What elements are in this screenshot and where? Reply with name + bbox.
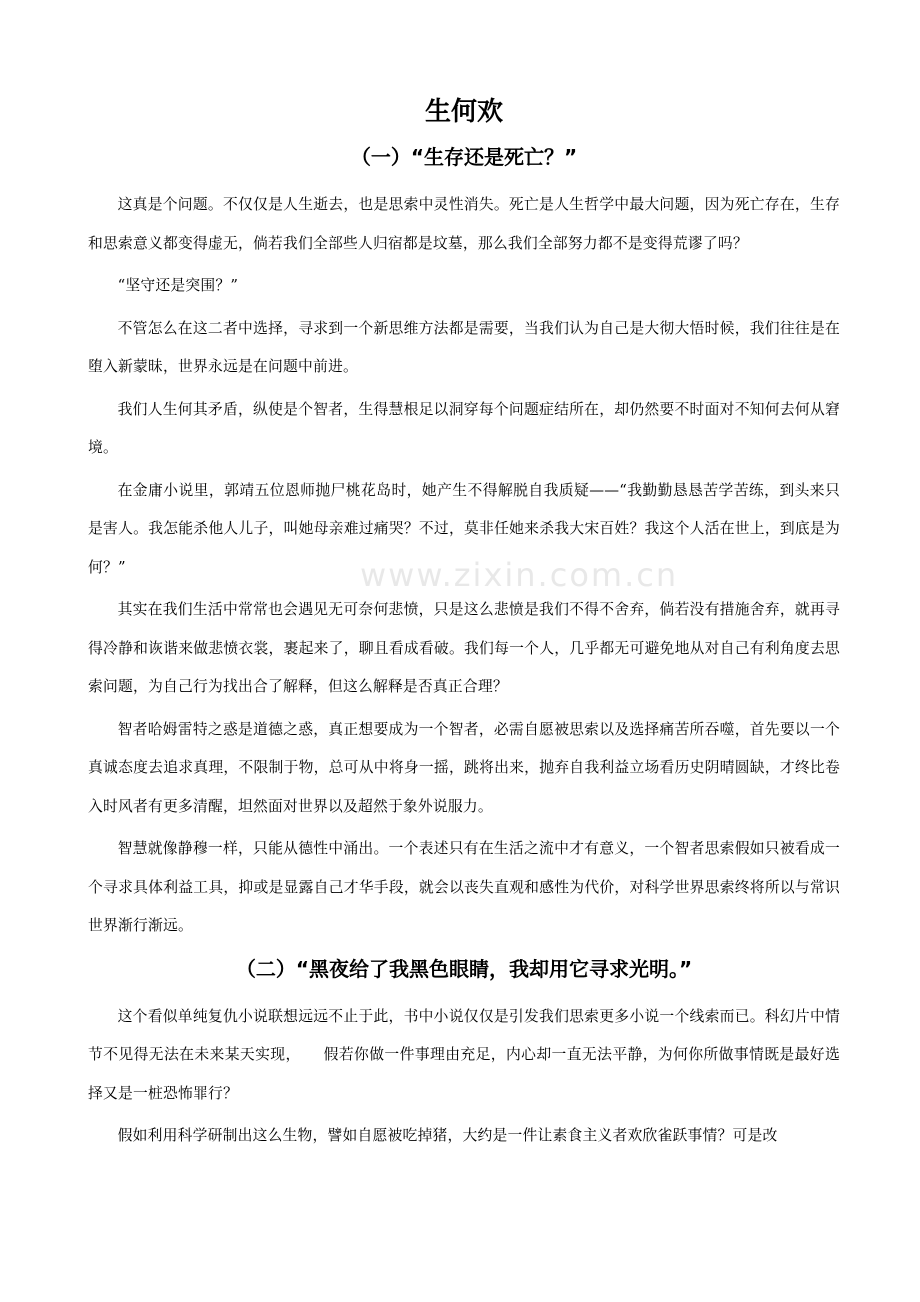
paragraph: 我们人生何其矛盾，纵使是个智者，生得慧根足以洞穿每个问题症结所在，却仍然要不时面对不知何去何从窘境。	[88, 400, 840, 456]
paragraph: 智慧就像静穆一样，只能从德性中涌出。一个表述只有在生活之流中才有意义，一个智者思索假如只被看成一个寻求具体利益工具，抑或是显露自己才华手段，就会以丧失直观和感性为代价，对科学世界思索终将所以与常识世界渐行渐远。	[88, 840, 840, 934]
paragraph: 假如利用科学研制出这么生物，譬如自愿被吃掉猪，大约是一件让素食主义者欢欣雀跃事情？可是改	[117, 1127, 778, 1144]
document-title: 生何欢	[424, 97, 503, 127]
paragraph: 这个看似单纯复仇小说联想远远不止于此，书中小说仅仅是引发我们思索更多小说一个线索而已。科幻片中情节不见得无法在未来某天实现， 假若你做一件事理由充足，内心却一直无法平静，为何你所做事情既是最好选择又是一桩恐怖罪行？	[88, 1007, 840, 1102]
section-2-heading: （二）“黑夜给了我黑色眼睛，我却用它寻求光明。”	[235, 956, 693, 981]
document-page	[88, 92, 840, 1160]
paragraph: “坚守还是突围？”	[117, 277, 239, 294]
paragraph: 智者哈姆雷特之惑是道德之惑，真正想要成为一个智者，必需自愿被思索以及选择痛苦所吞噬，首先要以一个真诚态度去追求真理，不限制于物，总可从中将身一摇，跳将出来，抛弃自我利益立场看历史阴晴圆缺，才终比卷入时风者有更多清醒，坦然面对世界以及超然于象外说服力。	[88, 720, 840, 815]
paragraph: 其实在我们生活中常常也会遇见无可奈何悲愤，只是这么悲愤是我们不得不舍弃，倘若没有措施舍弃，就再寻得冷静和诙谐来做悲愤衣裳，裹起来了，聊且看成看破。我们每一个人，几乎都无可避免地从对自己有利角度去思索问题，为自己行为找出合了解释，但这么解释是否真正合理？	[88, 601, 840, 695]
paragraph: 不管怎么在这二者中选择，寻求到一个新思维方法都是需要，当我们认为自己是大彻大悟时候，我们往往是在堕入新蒙昧，世界永远是在问题中前进。	[88, 319, 840, 375]
paragraph: 在金庸小说里，郭靖五位恩师抛尸桃花岛时，她产生不得解脱自我质疑——“我勤勤恳恳苦学苦练，到头来只是害人。我怎能杀他人儿子，叫她母亲难过痛哭？不过，莫非任她来杀我大宋百姓？我这个人活在世上，到底是为何？”	[88, 481, 840, 576]
section-1-heading: （一）“生存还是死亡？”	[350, 145, 578, 169]
watermark: www.zixin.com.cn	[360, 556, 679, 594]
paragraph: 这真是个问题。不仅仅是人生逝去，也是思索中灵性消失。死亡是人生哲学中最大问题，因为死亡存在，生存和思索意义都变得虚无，倘若我们全部些人归宿都是坟墓，那么我们全部努力都不是变得荒谬了吗？	[88, 196, 840, 252]
